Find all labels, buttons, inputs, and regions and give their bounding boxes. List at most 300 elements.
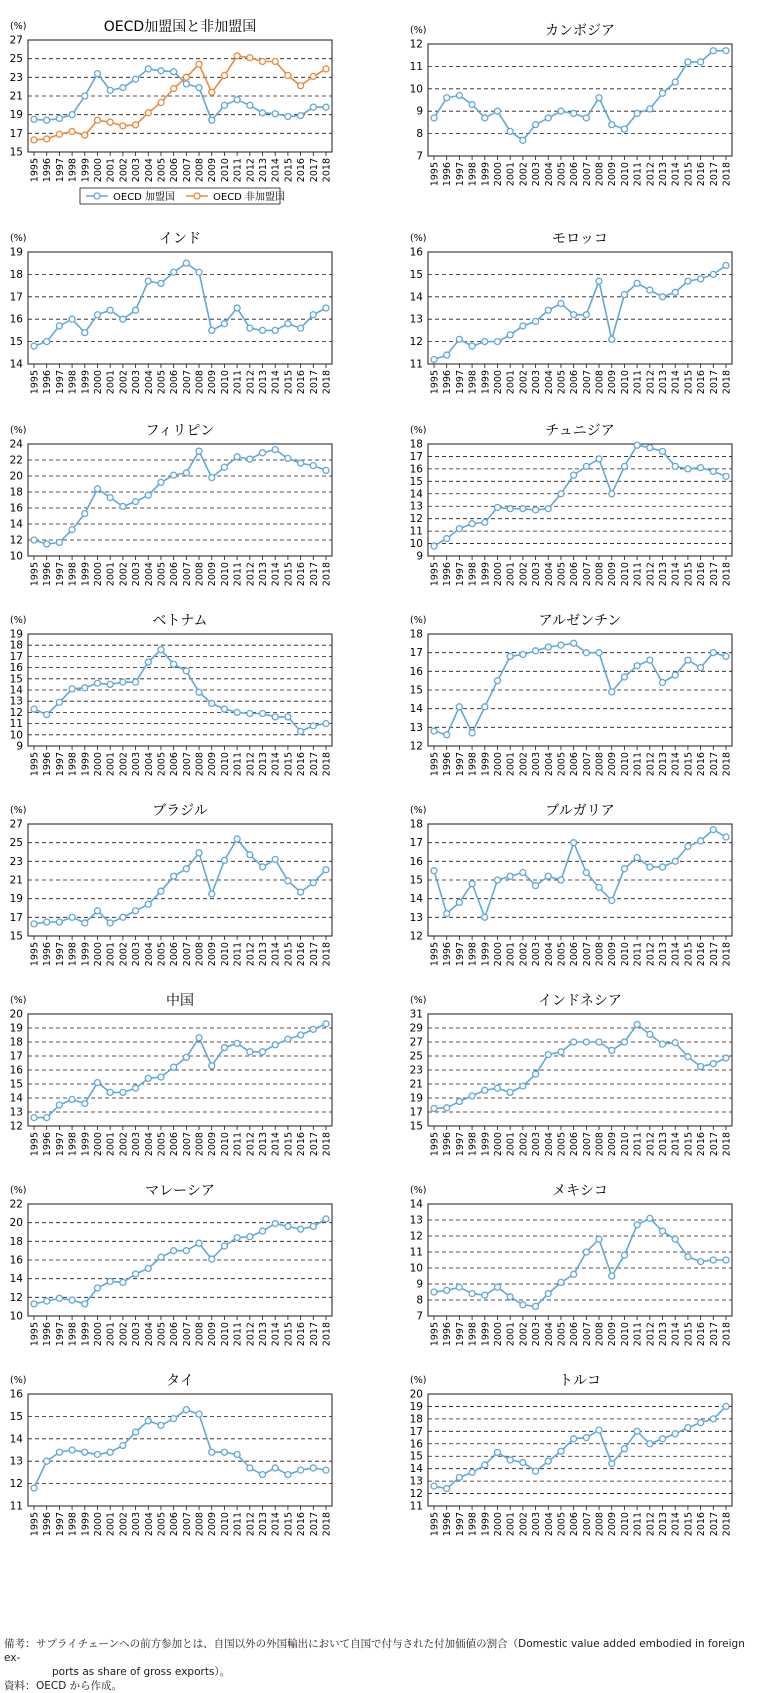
data-point bbox=[583, 115, 589, 121]
data-point bbox=[507, 1089, 513, 1095]
y-tick-label: 12 bbox=[9, 534, 23, 547]
x-tick-label: 2005 bbox=[156, 1132, 168, 1157]
data-point bbox=[310, 1465, 316, 1471]
x-tick-label: 2017 bbox=[708, 162, 720, 187]
data-point bbox=[660, 680, 666, 686]
data-point bbox=[260, 1049, 266, 1055]
chart-title: トルコ bbox=[559, 1373, 601, 1389]
y-axis-unit: (%) bbox=[10, 425, 27, 436]
x-tick-label: 2017 bbox=[708, 1322, 720, 1347]
x-tick-label: 2003 bbox=[531, 370, 543, 395]
x-tick-label: 2002 bbox=[518, 562, 530, 587]
data-point bbox=[44, 1298, 50, 1304]
chart-panel bbox=[10, 1373, 333, 1536]
x-tick-label: 2015 bbox=[283, 1132, 295, 1157]
x-tick-label: 1995 bbox=[29, 942, 41, 967]
data-point bbox=[609, 336, 615, 342]
x-tick-label: 2004 bbox=[543, 162, 555, 187]
data-point bbox=[158, 1074, 164, 1080]
data-point bbox=[456, 1474, 462, 1480]
x-tick-label: 2007 bbox=[581, 562, 593, 587]
x-tick-label: 2002 bbox=[118, 1322, 130, 1347]
x-tick-label: 2018 bbox=[721, 1322, 733, 1347]
x-tick-label: 1997 bbox=[454, 370, 466, 395]
data-point bbox=[533, 318, 539, 324]
y-tick-label: 15 bbox=[409, 1450, 423, 1463]
x-tick-label: 2013 bbox=[658, 942, 670, 967]
data-point bbox=[609, 689, 615, 695]
data-point bbox=[310, 880, 316, 886]
x-tick-label: 2013 bbox=[658, 752, 670, 777]
data-point bbox=[444, 1287, 450, 1293]
x-tick-label: 2004 bbox=[143, 752, 155, 777]
data-point bbox=[196, 1035, 202, 1041]
x-tick-label: 1995 bbox=[29, 1132, 41, 1157]
x-tick-label: 1998 bbox=[67, 752, 79, 777]
x-tick-label: 2013 bbox=[658, 1512, 670, 1537]
plot-frame bbox=[28, 252, 332, 364]
data-point bbox=[431, 1289, 437, 1295]
data-point bbox=[634, 110, 640, 116]
y-tick-label: 15 bbox=[9, 146, 23, 159]
y-tick-label: 14 bbox=[409, 703, 423, 716]
x-tick-label: 2000 bbox=[492, 162, 504, 187]
x-tick-label: 2016 bbox=[296, 1322, 308, 1347]
x-tick-label: 1998 bbox=[467, 942, 479, 967]
x-tick-label: 1996 bbox=[42, 158, 54, 183]
y-tick-label: 13 bbox=[409, 1475, 423, 1488]
x-tick-label: 2002 bbox=[518, 162, 530, 187]
x-tick-label: 2012 bbox=[645, 1512, 657, 1537]
y-tick-label: 18 bbox=[9, 268, 23, 281]
x-tick-label: 2011 bbox=[632, 1132, 644, 1157]
data-point bbox=[133, 1271, 139, 1277]
x-tick-label: 2010 bbox=[619, 1132, 631, 1157]
x-tick-label: 2010 bbox=[619, 1322, 631, 1347]
x-tick-label: 1995 bbox=[29, 752, 41, 777]
y-tick-label: 24 bbox=[9, 438, 23, 451]
x-tick-label: 1997 bbox=[454, 1512, 466, 1537]
data-point bbox=[685, 59, 691, 65]
y-tick-label: 9 bbox=[416, 105, 423, 118]
x-tick-label: 2017 bbox=[308, 1132, 320, 1157]
x-tick-label: 2012 bbox=[245, 1512, 257, 1537]
data-point bbox=[621, 674, 627, 680]
x-tick-label: 2008 bbox=[194, 1322, 206, 1347]
data-point bbox=[444, 911, 450, 917]
data-point bbox=[82, 93, 88, 99]
note-label: 備考： bbox=[4, 1638, 36, 1650]
x-tick-label: 2018 bbox=[321, 158, 333, 183]
data-point bbox=[183, 74, 189, 80]
x-tick-label: 2017 bbox=[308, 1512, 320, 1537]
x-tick-label: 2015 bbox=[683, 1512, 695, 1537]
x-tick-label: 2014 bbox=[670, 942, 682, 967]
data-point bbox=[196, 850, 202, 856]
data-point bbox=[44, 919, 50, 925]
data-point bbox=[685, 1254, 691, 1260]
y-tick-label: 16 bbox=[9, 502, 23, 515]
data-point bbox=[272, 856, 278, 862]
x-tick-label: 2006 bbox=[169, 370, 181, 395]
data-point bbox=[482, 1087, 488, 1093]
data-point bbox=[634, 442, 640, 448]
data-point bbox=[323, 467, 329, 473]
data-point bbox=[82, 511, 88, 517]
series-line bbox=[34, 650, 326, 732]
data-point bbox=[507, 1294, 513, 1300]
y-tick-label: 14 bbox=[9, 1433, 23, 1446]
data-point bbox=[310, 463, 316, 469]
y-tick-label: 19 bbox=[9, 246, 23, 259]
data-point bbox=[31, 1485, 37, 1491]
x-tick-label: 2013 bbox=[258, 752, 270, 777]
data-point bbox=[609, 491, 615, 497]
x-tick-label: 1997 bbox=[454, 1132, 466, 1157]
x-tick-label: 1995 bbox=[429, 1132, 441, 1157]
x-tick-label: 2005 bbox=[156, 752, 168, 777]
y-tick-label: 19 bbox=[9, 893, 23, 906]
data-point bbox=[647, 1031, 653, 1037]
data-point bbox=[69, 128, 75, 134]
data-point bbox=[685, 278, 691, 284]
y-tick-label: 9 bbox=[416, 1278, 423, 1291]
x-tick-label: 2005 bbox=[556, 1322, 568, 1347]
x-tick-label: 2001 bbox=[505, 942, 517, 967]
x-tick-label: 2009 bbox=[607, 1132, 619, 1157]
y-tick-label: 14 bbox=[409, 1198, 423, 1211]
y-tick-label: 16 bbox=[9, 662, 23, 675]
data-point bbox=[469, 1291, 475, 1297]
data-point bbox=[209, 1449, 215, 1455]
data-point bbox=[196, 1411, 202, 1417]
data-point bbox=[710, 1416, 716, 1422]
data-point bbox=[583, 870, 589, 876]
y-tick-label: 15 bbox=[409, 475, 423, 488]
data-point bbox=[583, 463, 589, 469]
data-point bbox=[482, 115, 488, 121]
x-tick-label: 1996 bbox=[42, 1132, 54, 1157]
data-point bbox=[82, 132, 88, 138]
x-tick-label: 2017 bbox=[708, 1512, 720, 1537]
data-point bbox=[596, 1039, 602, 1045]
x-tick-label: 1995 bbox=[429, 942, 441, 967]
x-tick-label: 2015 bbox=[683, 942, 695, 967]
y-tick-label: 8 bbox=[416, 1294, 423, 1307]
data-point bbox=[431, 728, 437, 734]
x-tick-label: 2001 bbox=[505, 1322, 517, 1347]
y-tick-label: 31 bbox=[409, 1008, 423, 1021]
data-point bbox=[545, 644, 551, 650]
x-tick-label: 2000 bbox=[92, 562, 104, 587]
data-point bbox=[145, 110, 151, 116]
data-point bbox=[583, 650, 589, 656]
y-tick-label: 14 bbox=[409, 893, 423, 906]
y-tick-label: 17 bbox=[409, 837, 423, 850]
data-point bbox=[234, 1040, 240, 1046]
data-point bbox=[171, 873, 177, 879]
y-tick-label: 15 bbox=[9, 1410, 23, 1423]
x-tick-label: 2006 bbox=[569, 1132, 581, 1157]
data-point bbox=[31, 706, 37, 712]
x-tick-label: 2015 bbox=[683, 562, 695, 587]
data-point bbox=[723, 48, 729, 54]
data-point bbox=[469, 1093, 475, 1099]
data-point bbox=[145, 901, 151, 907]
data-point bbox=[272, 327, 278, 333]
data-point bbox=[621, 463, 627, 469]
data-point bbox=[609, 1461, 615, 1467]
data-point bbox=[221, 857, 227, 863]
x-tick-label: 2002 bbox=[118, 1132, 130, 1157]
x-tick-label: 2013 bbox=[258, 158, 270, 183]
data-point bbox=[647, 1215, 653, 1221]
data-point bbox=[120, 503, 126, 509]
data-point bbox=[107, 1089, 113, 1095]
y-tick-label: 18 bbox=[409, 1413, 423, 1426]
y-axis-unit: (%) bbox=[410, 25, 427, 36]
data-point bbox=[183, 260, 189, 266]
y-tick-label: 13 bbox=[409, 721, 423, 734]
data-point bbox=[431, 1106, 437, 1112]
data-point bbox=[82, 330, 88, 336]
x-tick-label: 2000 bbox=[492, 942, 504, 967]
y-tick-label: 11 bbox=[409, 358, 423, 371]
note-line bbox=[4, 1637, 759, 1679]
x-tick-label: 1999 bbox=[80, 158, 92, 183]
x-tick-label: 2002 bbox=[118, 1512, 130, 1537]
legend-label: OECD 非加盟国 bbox=[213, 192, 286, 203]
chart-title: モロッコ bbox=[552, 231, 608, 247]
data-point bbox=[723, 473, 729, 479]
data-point bbox=[56, 1102, 62, 1108]
data-point bbox=[145, 278, 151, 284]
data-point bbox=[310, 312, 316, 318]
x-tick-label: 1998 bbox=[67, 158, 79, 183]
y-tick-label: 18 bbox=[409, 628, 423, 641]
data-point bbox=[133, 307, 139, 313]
data-point bbox=[82, 1449, 88, 1455]
data-point bbox=[672, 672, 678, 678]
x-tick-label: 2016 bbox=[696, 752, 708, 777]
data-point bbox=[285, 714, 291, 720]
x-tick-label: 2018 bbox=[321, 942, 333, 967]
chart-title: カンボジア bbox=[545, 23, 615, 39]
x-tick-label: 1997 bbox=[54, 1322, 66, 1347]
x-tick-label: 1997 bbox=[454, 752, 466, 777]
data-point bbox=[672, 463, 678, 469]
x-tick-label: 2000 bbox=[92, 1512, 104, 1537]
x-tick-label: 2012 bbox=[245, 942, 257, 967]
data-point bbox=[145, 66, 151, 72]
data-point bbox=[723, 653, 729, 659]
y-tick-label: 11 bbox=[9, 718, 23, 731]
y-tick-label: 13 bbox=[409, 313, 423, 326]
data-point bbox=[260, 1472, 266, 1478]
x-tick-label: 1996 bbox=[442, 1132, 454, 1157]
data-point bbox=[520, 323, 526, 329]
x-tick-label: 2009 bbox=[607, 942, 619, 967]
data-point bbox=[107, 87, 113, 93]
x-tick-label: 2002 bbox=[518, 1132, 530, 1157]
x-tick-label: 1998 bbox=[467, 1132, 479, 1157]
x-tick-label: 2007 bbox=[581, 942, 593, 967]
y-axis-unit: (%) bbox=[410, 805, 427, 816]
x-tick-label: 2014 bbox=[270, 562, 282, 587]
data-point bbox=[698, 465, 704, 471]
data-point bbox=[444, 732, 450, 738]
x-tick-label: 2002 bbox=[518, 1322, 530, 1347]
x-tick-label: 2009 bbox=[207, 1132, 219, 1157]
x-tick-label: 2014 bbox=[270, 752, 282, 777]
data-point bbox=[698, 1064, 704, 1070]
x-tick-label: 1995 bbox=[29, 1322, 41, 1347]
data-point bbox=[183, 1248, 189, 1254]
x-tick-label: 2017 bbox=[708, 370, 720, 395]
x-tick-label: 1998 bbox=[467, 752, 479, 777]
source-text: OECD から作成。 bbox=[36, 1680, 123, 1692]
y-tick-label: 11 bbox=[409, 60, 423, 73]
data-point bbox=[158, 479, 164, 485]
series-line bbox=[34, 1219, 326, 1304]
data-point bbox=[558, 642, 564, 648]
data-point bbox=[660, 1436, 666, 1442]
y-tick-label: 29 bbox=[409, 1022, 423, 1035]
y-tick-label: 10 bbox=[9, 550, 23, 563]
chart-title: メキシコ bbox=[552, 1183, 608, 1199]
chart-title: アルゼンチン bbox=[538, 613, 622, 629]
x-tick-label: 2004 bbox=[543, 370, 555, 395]
x-tick-label: 1996 bbox=[42, 370, 54, 395]
x-tick-label: 2016 bbox=[696, 370, 708, 395]
x-tick-label: 1998 bbox=[67, 1512, 79, 1537]
data-point bbox=[507, 128, 513, 134]
x-tick-label: 2001 bbox=[105, 752, 117, 777]
data-point bbox=[120, 85, 126, 91]
data-point bbox=[107, 1449, 113, 1455]
data-point bbox=[183, 81, 189, 87]
x-tick-label: 2006 bbox=[169, 1132, 181, 1157]
data-point bbox=[234, 305, 240, 311]
x-tick-label: 1999 bbox=[80, 1132, 92, 1157]
x-tick-label: 1999 bbox=[480, 942, 492, 967]
data-point bbox=[609, 1047, 615, 1053]
x-tick-label: 2017 bbox=[308, 562, 320, 587]
data-point bbox=[260, 110, 266, 116]
x-tick-label: 2006 bbox=[169, 1322, 181, 1347]
chart-title: 中国 bbox=[166, 993, 194, 1009]
x-tick-label: 2001 bbox=[505, 752, 517, 777]
chart-title: マレーシア bbox=[145, 1183, 215, 1199]
x-tick-label: 2002 bbox=[518, 942, 530, 967]
x-tick-label: 2008 bbox=[594, 1132, 606, 1157]
x-tick-label: 1998 bbox=[67, 1132, 79, 1157]
x-tick-label: 2010 bbox=[219, 1512, 231, 1537]
y-tick-label: 15 bbox=[9, 930, 23, 943]
x-tick-label: 2000 bbox=[492, 562, 504, 587]
y-axis-unit: (%) bbox=[10, 615, 27, 626]
data-point bbox=[469, 343, 475, 349]
y-tick-label: 23 bbox=[9, 71, 23, 84]
y-tick-label: 12 bbox=[409, 740, 423, 753]
data-point bbox=[710, 1061, 716, 1067]
data-point bbox=[285, 1472, 291, 1478]
data-point bbox=[660, 448, 666, 454]
y-tick-label: 10 bbox=[9, 1310, 23, 1323]
data-point bbox=[609, 122, 615, 128]
chart-panel bbox=[10, 231, 333, 394]
data-point bbox=[56, 115, 62, 121]
x-tick-label: 2018 bbox=[721, 370, 733, 395]
chart-panel bbox=[10, 19, 333, 204]
data-point bbox=[120, 1443, 126, 1449]
data-point bbox=[596, 456, 602, 462]
x-tick-label: 1998 bbox=[467, 562, 479, 587]
x-tick-label: 1998 bbox=[467, 1322, 479, 1347]
data-point bbox=[672, 1040, 678, 1046]
data-point bbox=[234, 1235, 240, 1241]
x-tick-label: 1999 bbox=[80, 752, 92, 777]
y-tick-label: 9 bbox=[16, 740, 23, 753]
x-tick-label: 1996 bbox=[442, 562, 454, 587]
x-tick-label: 2014 bbox=[270, 1512, 282, 1537]
x-tick-label: 1996 bbox=[442, 162, 454, 187]
data-point bbox=[431, 543, 437, 549]
chart-panel bbox=[410, 993, 733, 1156]
x-tick-label: 2011 bbox=[632, 162, 644, 187]
x-tick-label: 2002 bbox=[518, 1512, 530, 1537]
x-tick-label: 2013 bbox=[258, 1512, 270, 1537]
data-point bbox=[571, 472, 577, 478]
x-tick-label: 1999 bbox=[480, 562, 492, 587]
x-tick-label: 2010 bbox=[619, 752, 631, 777]
chart-panel bbox=[410, 423, 733, 586]
data-point bbox=[545, 1458, 551, 1464]
data-point bbox=[234, 53, 240, 59]
x-tick-label: 2016 bbox=[296, 370, 308, 395]
x-tick-label: 2006 bbox=[169, 562, 181, 587]
note-text: サプライチェーンへの前方参加とは、自国以外の外国輸出において自国で付与された付加価値の割合（Domestic value added embodied in foreign ex- bbox=[4, 1638, 745, 1664]
x-tick-label: 2016 bbox=[296, 158, 308, 183]
y-tick-label: 15 bbox=[9, 673, 23, 686]
data-point bbox=[298, 889, 304, 895]
y-tick-label: 23 bbox=[409, 1064, 423, 1077]
data-point bbox=[583, 1435, 589, 1441]
data-point bbox=[247, 711, 253, 717]
data-point bbox=[158, 68, 164, 74]
x-tick-label: 1999 bbox=[80, 370, 92, 395]
data-point bbox=[647, 864, 653, 870]
x-tick-label: 2009 bbox=[207, 942, 219, 967]
data-point bbox=[158, 1254, 164, 1260]
x-tick-label: 1999 bbox=[80, 562, 92, 587]
x-tick-label: 2018 bbox=[721, 1132, 733, 1157]
data-point bbox=[69, 914, 75, 920]
y-tick-label: 11 bbox=[409, 1500, 423, 1513]
y-tick-label: 16 bbox=[9, 1254, 23, 1267]
x-tick-label: 2018 bbox=[321, 752, 333, 777]
x-tick-label: 2001 bbox=[505, 370, 517, 395]
data-point bbox=[234, 709, 240, 715]
chart-panel bbox=[410, 613, 733, 776]
x-tick-label: 2011 bbox=[632, 1512, 644, 1537]
data-point bbox=[69, 1096, 75, 1102]
x-tick-label: 2018 bbox=[321, 1132, 333, 1157]
x-tick-label: 2000 bbox=[492, 752, 504, 777]
x-tick-label: 2007 bbox=[181, 562, 193, 587]
x-tick-label: 2011 bbox=[232, 752, 244, 777]
data-point bbox=[82, 1101, 88, 1107]
